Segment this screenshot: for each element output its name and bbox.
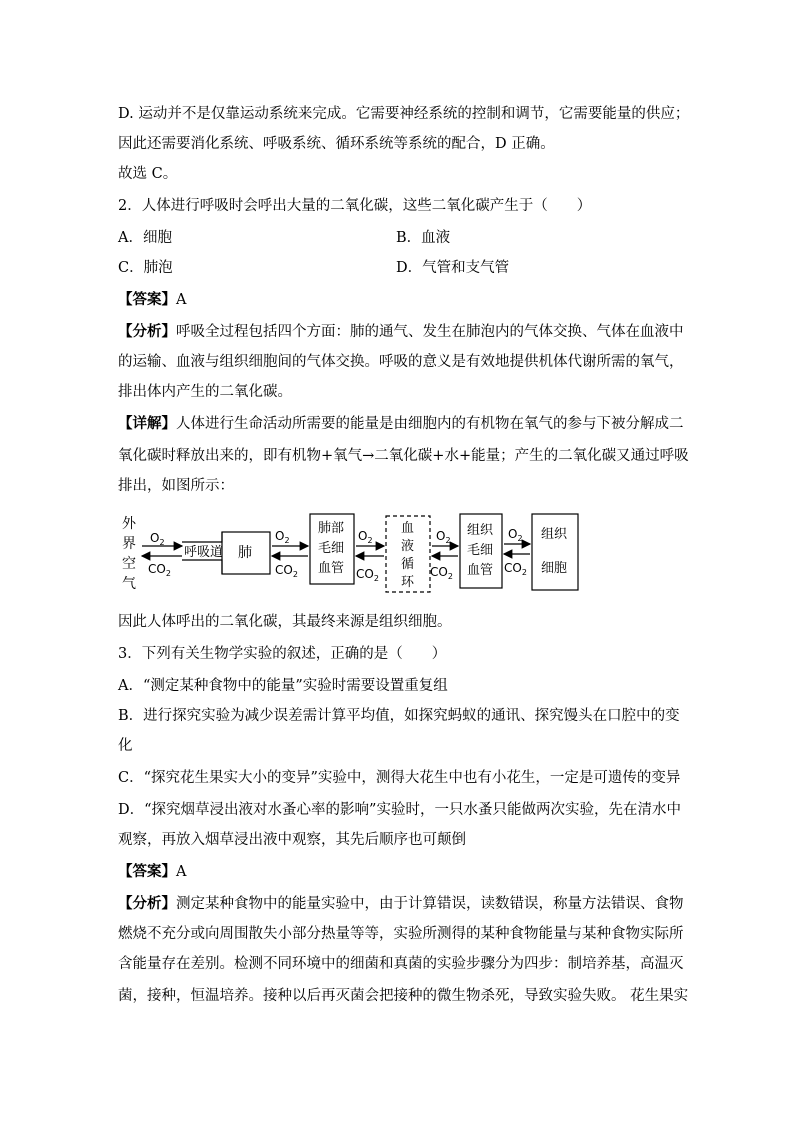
lung-label: 肺: [238, 545, 252, 561]
text-line: 的运输、血液与组织细胞间的气体交换。呼吸的意义是有效地提供机体代谢所需的氧气，: [118, 354, 684, 370]
respiratory-tract-label: 呼吸道: [184, 545, 224, 560]
answer-2: [118, 290, 186, 310]
option-c: C．“探究花生果实大小的变异”实验中，测得大花生中也有小花生，一定是可遗传的变异: [118, 770, 681, 786]
tissue-capillary-label: 血管: [467, 563, 494, 578]
option-d: D．气管和支气管: [396, 260, 510, 276]
text-line: 因此还需要消化系统、呼吸系统、循环系统等系统的配合，D 正确。: [118, 136, 555, 152]
analysis-text: 呼吸全过程包括四个方面：肺的通气、发生在肺泡内的气体交换、气体在血液中: [176, 324, 684, 340]
o2-label: $O_2$: [150, 531, 165, 547]
text-line: 菌，接种，恒温培养。接种以后再灭菌会把接种的微生物杀死，导致实验失败。 花生果实: [118, 988, 689, 1004]
blood-circulation-label: 血: [401, 521, 415, 536]
blood-circulation-label: 环: [401, 575, 415, 590]
answer-value: A: [176, 292, 187, 308]
text-line: 故选 C。: [118, 166, 178, 182]
alveolar-capillary-label: 血管: [318, 561, 345, 576]
alveolar-capillary-label: 肺部: [318, 521, 345, 536]
answer-tag: 【答案】: [118, 863, 176, 880]
text-line: D. 运动并不是仅靠运动系统来完成。它需要神经系统的控制和调节，它需要能量的供应；: [118, 106, 690, 122]
analysis-text: 测定某种食物中的能量实验中，由于计算错误，读数错误，称量方法错误、食物: [176, 896, 684, 912]
text-line: 排出体内产生的二氧化碳。: [118, 384, 292, 400]
respiratory-tract-outline: [182, 532, 222, 542]
co2-label: $CO_2$: [430, 565, 453, 581]
option-d: D．“探究烟草浸出液对水蚤心率的影响”实验时，一只水蚤只能做两次实验，先在清水中: [118, 802, 681, 818]
analysis-3: [118, 894, 684, 914]
analysis-2: [118, 322, 684, 342]
text-line: 排出，如图所示：: [118, 478, 234, 494]
outside-air-char: 界: [122, 536, 136, 552]
co2-label: $CO_2$: [356, 567, 379, 583]
option-b-cont: 化: [118, 738, 133, 754]
o2-label: $O_2$: [436, 529, 451, 545]
tissue-capillary-label: 组织: [467, 523, 494, 538]
outside-air-char: 外: [122, 516, 136, 532]
option-a: A．细胞: [118, 230, 172, 246]
outside-air-char: 空: [122, 556, 136, 572]
option-d-cont: 观察，再放入烟草浸出液中观察，其先后顺序也可颠倒: [118, 832, 466, 848]
text-line: 氧化碳时释放出来的，即有机物+氧气→二氧化碳+水+能量；产生的二氧化碳又通过呼吸: [118, 448, 689, 464]
co2-label: $CO_2$: [504, 561, 527, 577]
tissue-cell-label: 细胞: [541, 561, 568, 576]
o2-label: $O_2$: [508, 527, 523, 543]
o2-label: $O_2$: [275, 529, 290, 545]
option-a: A．“测定某种食物中的能量”实验时需要设置重复组: [118, 678, 448, 694]
answer-3: [118, 862, 186, 882]
co2-label: $CO_2$: [148, 562, 171, 578]
co2-label: $CO_2$: [275, 563, 298, 579]
text-line: 燃烧不充分或向周围散失小部分热量等等，实验所测得的某种食物能量与某种食物实际所: [118, 926, 684, 942]
question-2: 2．人体进行呼吸时会呼出大量的二氧化碳，这些二氧化碳产生于（ ）: [118, 198, 592, 214]
tissue-cell-box: [532, 514, 578, 590]
alveolar-capillary-label: 毛细: [318, 541, 345, 556]
answer-tag: 【答案】: [118, 291, 176, 308]
analysis-tag: 【分析】: [118, 323, 176, 340]
analysis-tag: 【分析】: [118, 895, 176, 912]
text-line: 含能量存在差别。检测不同环境中的细菌和真菌的实验步骤分为四步：制培养基，高温灭: [118, 956, 684, 972]
blood-circulation-label: 液: [401, 539, 415, 554]
question-3: 3．下列有关生物学实验的叙述，正确的是（ ）: [118, 646, 447, 662]
detail-text: 人体进行生命活动所需要的能量是由细胞内的有机物在氧气的参与下被分解成二: [176, 416, 684, 432]
o2-label: $O_2$: [358, 529, 373, 545]
tissue-cell-label: 组织: [541, 527, 568, 542]
option-b: B．血液: [396, 230, 451, 246]
respiratory-tract-outline: [182, 560, 222, 574]
option-b: B．进行探究实验为减少误差需计算平均值，如探究蚂蚁的通讯、探究馒头在口腔中的变: [118, 708, 680, 724]
blood-circulation-label: 循: [401, 557, 415, 572]
detail-tag: 【详解】: [118, 415, 176, 432]
detail-2: [118, 414, 684, 434]
answer-value: A: [176, 864, 187, 880]
text-line: 因此人体呼出的二氧化碳，其最终来源是组织细胞。: [118, 614, 452, 630]
respiration-diagram: [118, 510, 678, 594]
option-c: C．肺泡: [118, 260, 173, 276]
outside-air-char: 气: [122, 576, 136, 592]
tissue-capillary-label: 毛细: [467, 543, 494, 558]
